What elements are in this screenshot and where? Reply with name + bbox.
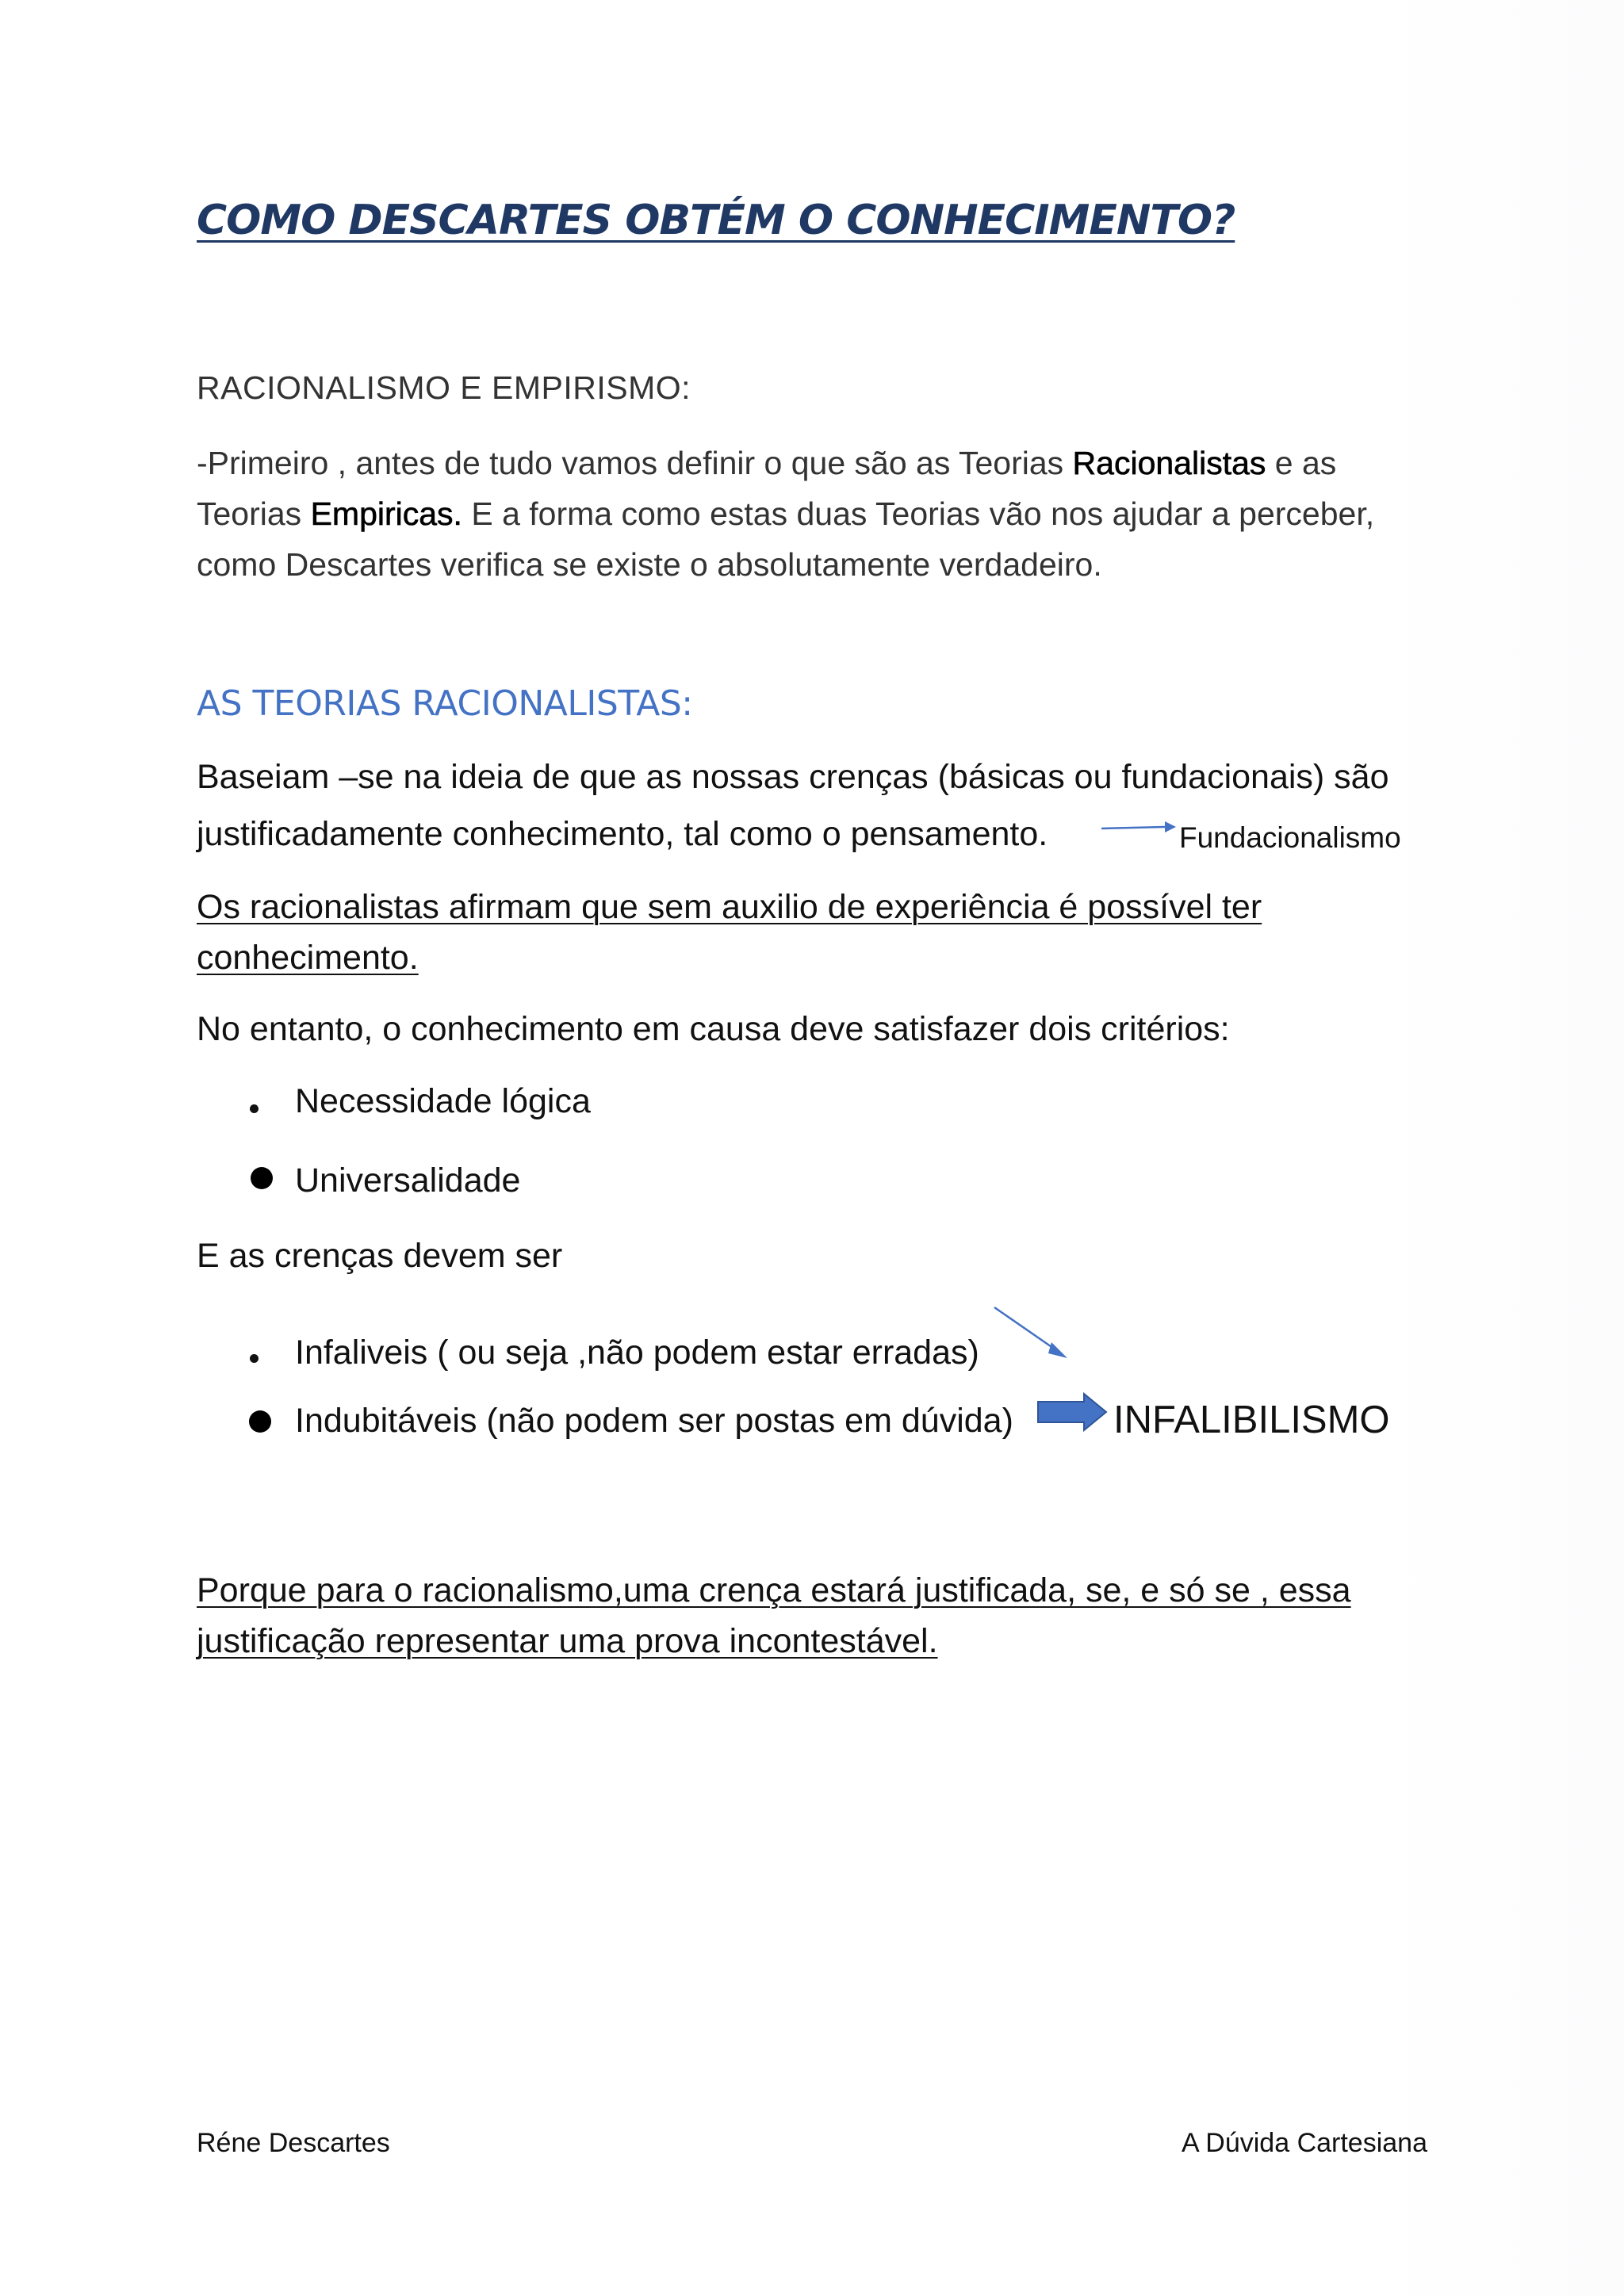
infalibilismo-label: INFALIBILISMO [1113, 1399, 1390, 1441]
intro-line-1 [197, 438, 1336, 488]
page-title: COMO DESCARTES OBTÉM O CONHECIMENTO? [197, 197, 1235, 244]
intro-text: e as [1266, 445, 1337, 481]
criteria-item: Universalidade [295, 1161, 521, 1200]
claim-line-1: Os racionalistas afirmam que sem auxilio de experiência é possível ter [197, 888, 1262, 926]
bullet-dot [251, 1167, 273, 1189]
beliefs-item: Infaliveis ( ou seja ,não podem estar erradas) [295, 1334, 979, 1372]
beliefs-intro: E as crenças devem ser [197, 1237, 563, 1275]
footer-right: A Dúvida Cartesiana [1182, 2128, 1427, 2158]
conclusion-line-2: justificação representar uma prova incontestável. [197, 1622, 938, 1660]
claim-line-2: conhecimento. [197, 939, 419, 977]
intro-line-2 [197, 488, 1374, 539]
section-heading: AS TEORIAS RACIONALISTAS: [197, 683, 693, 724]
fundacionalismo-label: Fundacionalismo [1179, 821, 1401, 854]
arrow-right-icon [1098, 817, 1178, 840]
intro-text: -Primeiro , antes de tudo vamos definir o que são as Teorias [197, 445, 1073, 481]
criteria-item: Necessidade lógica [295, 1082, 591, 1120]
intro-line-3: como Descartes verifica se existe o absolutamente verdadeiro. [197, 546, 1102, 583]
bullet-dot [249, 1410, 271, 1433]
criteria-intro: No entanto, o conhecimento em causa deve satisfazer dois critérios: [197, 1010, 1230, 1048]
footer-left: Réne Descartes [197, 2128, 390, 2158]
section-subtitle: RACIONALISMO E EMPIRISMO: [197, 369, 691, 406]
term-racionalistas: Racionalistas [1072, 445, 1266, 481]
term-empiricas: Empiricas. [310, 496, 462, 532]
arrow-diagonal-icon [991, 1304, 1071, 1360]
block-arrow-icon [1036, 1392, 1109, 1432]
conclusion-line-1: Porque para o racionalismo,uma crença estará justificada, se, e só se , essa [197, 1571, 1351, 1609]
basis-line-2: justificadamente conhecimento, tal como o pensamento. [197, 815, 1048, 853]
bullet-dot [250, 1104, 259, 1113]
intro-text: E a forma como estas duas Teorias vão nos ajudar a perceber, [462, 496, 1375, 532]
intro-text: Teorias [197, 496, 311, 532]
beliefs-item: Indubitáveis (não podem ser postas em dúvida) [295, 1402, 1013, 1440]
basis-line-1: Baseiam –se na ideia de que as nossas crenças (básicas ou fundacionais) são [197, 758, 1389, 796]
bullet-dot [250, 1354, 259, 1363]
